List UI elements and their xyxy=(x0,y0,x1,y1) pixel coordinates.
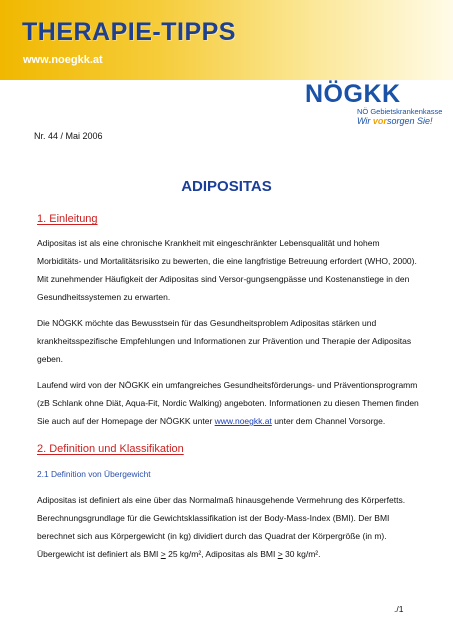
section-heading-einleitung: 1. Einleitung xyxy=(37,213,98,225)
paragraph-definition-1-mid: 25 kg/m², Adipositas als BMI xyxy=(165,549,278,559)
ge-symbol: > xyxy=(277,549,283,559)
banner-url: www.noegkk.at xyxy=(23,54,103,66)
section-heading-definition: 2. Definition und Klassifikation xyxy=(37,443,184,455)
logo-slogan-post: sorgen Sie! xyxy=(386,116,433,126)
paragraph-definition-1 xyxy=(37,491,422,563)
subsection-heading-uebergewicht: 2.1 Definition von Übergewicht xyxy=(37,469,151,479)
noegkk-logo xyxy=(305,80,445,130)
banner-title: THERAPIE-TIPPS xyxy=(22,18,236,46)
paragraph-einleitung-3 xyxy=(37,376,422,430)
logo-slogan-pre: Wir xyxy=(357,116,373,126)
paragraph-definition-1-text: Adipositas ist definiert als eine über das Normalmaß hinausgehende Vermehrung des Körperfetts. Berechnungsgrundlage für die Gewichtsklassifikation ist der Body-Mass-Index (BMI). Der BMI berechnet sich aus Körpergewicht (in kg) dividiert durch das Quadrat der Körpergröße (in m). Übergewicht ist definiert als BMI xyxy=(37,495,406,559)
issue-number: Nr. 44 / Mai 2006 xyxy=(34,131,103,141)
paragraph-einleitung-2: Die NÖGKK möchte das Bewusstsein für das Gesundheitsproblem Adipositas stärken und krankheitsspezifische Empfehlungen und Informationen zur Prävention und Therapie der Adipositas geben. xyxy=(37,318,412,364)
logo-slogan-bold: vor xyxy=(372,116,387,126)
paragraph-definition-1-end: 30 kg/m². xyxy=(282,549,321,559)
logo-subtitle: NÖ Gebietskrankenkasse xyxy=(357,107,443,116)
logo-slogan xyxy=(357,116,432,126)
paragraph-einleitung-3-text: Laufend wird von der NÖGKK ein umfangreiches Gesundheitsförderungs- und Präventionsprogramm (zB Schlank ohne Diät, Aqua-Fit, Nordic Walking) angeboten. Informationen zu diesen Themen finden Sie auch auf der Homepage der NÖGKK unter xyxy=(37,380,419,426)
ge-symbol: > xyxy=(160,549,166,559)
paragraph-einleitung-1: Adipositas ist als eine chronische Krankheit mit eingeschränkter Lebensqualität und hohem Morbiditäts- und Mortalitätsrisiko zu bewerten, die eine langfristige Betreuung erfordert (WHO, 2000). Mit zunehmender Häufigkeit der Adipositas sind Versor-gungsengpässe und Kostenanstiege in den Gesundheitssystemen zu erwarten. xyxy=(37,238,417,302)
document-body xyxy=(37,213,422,563)
header-banner xyxy=(0,0,453,80)
page-number: ./1 xyxy=(394,604,404,614)
logo-name: NÖGKK xyxy=(305,80,401,108)
homepage-link[interactable]: www.noegkk.at xyxy=(214,416,272,426)
paragraph-einleitung-3-tail: unter dem Channel Vorsorge. xyxy=(271,416,386,426)
page-title: ADIPOSITAS xyxy=(181,178,272,195)
